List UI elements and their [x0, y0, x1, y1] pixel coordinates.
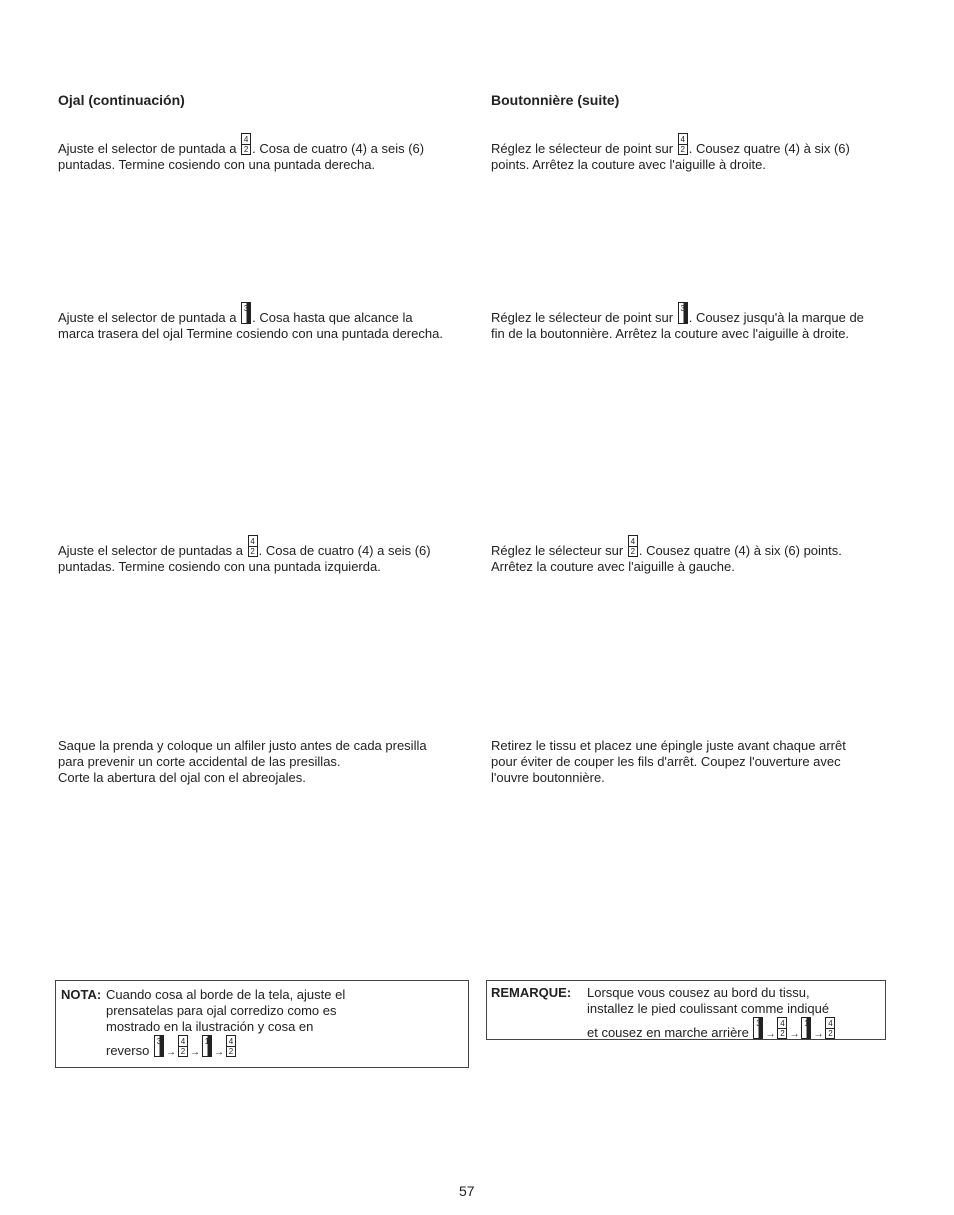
stitch-pattern-4-2-icon: $\frac{4}{2}$ — [628, 535, 638, 557]
left-paragraph-1: Ajuste el selector de puntada a $\frac{4}{2}$ . Cosa de cuatro (4) a seis (6) puntadas. Termine cosiendo con una puntada derecha. — [58, 135, 425, 172]
stitch-pattern-3-icon: 3 — [154, 1035, 164, 1057]
stitch-pattern-1-icon: 1 — [801, 1017, 811, 1039]
reverse-stitch-sequence: 3 → $\frac{4}{2}$ → 1 → $\frac{4}{2}$ — [752, 1017, 836, 1043]
note-label: NOTA: — [61, 987, 102, 1002]
stitch-pattern-4-2-icon: $\frac{4}{2}$ — [777, 1017, 787, 1039]
stitch-pattern-1-icon: 1 — [202, 1035, 212, 1057]
stitch-pattern-3-icon: 3 — [241, 302, 251, 324]
right-paragraph-1: Réglez le sélecteur de point sur $\frac{4}{2}$ . Cousez quatre (4) à six (6) points. Arrêtez la couture avec l'aiguille à droite. — [491, 135, 850, 172]
note-label: REMARQUE: — [491, 985, 572, 1000]
left-paragraph-2: Ajuste el selector de puntada a 3 . Cosa hasta que alcance la marca trasera del ojal Termine cosiendo con una puntada derecha. — [58, 304, 443, 341]
right-paragraph-4: Retirez le tissu et placez une épingle juste avant chaque arrêt pour éviter de couper les fils d'arrêt. Coupez l'ouverture avec l'ouvre boutonnière. — [491, 738, 846, 785]
page-number: 57 — [459, 1183, 475, 1199]
left-note-box: NOTA: Cuando cosa al borde de la tela, ajuste el prensatelas para ojal corredizo como es mostrado en la ilustración y cosa en reverso 3 → $\frac{4}{2}$ → 1 → $\frac{4}{2}$ — [55, 980, 469, 1068]
stitch-pattern-4-2-icon: $\frac{4}{2}$ — [248, 535, 258, 557]
stitch-pattern-4-2-icon: $\frac{4}{2}$ — [678, 133, 688, 155]
stitch-pattern-4-2-icon: $\frac{4}{2}$ — [241, 133, 251, 155]
left-paragraph-3: Ajuste el selector de puntadas a $\frac{4}{2}$ . Cosa de cuatro (4) a seis (6) puntadas. Termine cosiendo con una puntada izquierda. — [58, 537, 431, 574]
stitch-pattern-3-icon: 3 — [753, 1017, 763, 1039]
right-paragraph-2: Réglez le sélecteur de point sur 3 . Cousez jusqu'à la marque de fin de la boutonnière. Arrêtez la couture avec l'aiguille à droite. — [491, 304, 864, 341]
stitch-pattern-4-2-icon: $\frac{4}{2}$ — [825, 1017, 835, 1039]
reverse-stitch-sequence: 3 → $\frac{4}{2}$ → 1 → $\frac{4}{2}$ — [153, 1035, 237, 1061]
stitch-pattern-4-2-icon: $\frac{4}{2}$ — [178, 1035, 188, 1057]
left-section-title: Ojal (continuación) — [58, 92, 185, 108]
stitch-pattern-3-icon: 3 — [678, 302, 688, 324]
right-section-title: Boutonnière (suite) — [491, 92, 620, 108]
right-note-box: REMARQUE: Lorsque vous cousez au bord du tissu, installez le pied coulissant comme indiqué et cousez en marche arrière 3 → $\frac{4}{2}$ → 1 → $\frac{4}{2}$ — [486, 980, 886, 1040]
right-paragraph-3: Réglez le sélecteur sur $\frac{4}{2}$ . Cousez quatre (4) à six (6) points. Arrêtez la couture avec l'aiguille à gauche. — [491, 537, 842, 574]
left-paragraph-4: Saque la prenda y coloque un alfiler justo antes de cada presilla para prevenir un corte accidental de las presillas. Corte la abertura del ojal con el abreojales. — [58, 738, 427, 785]
stitch-pattern-4-2-icon: $\frac{4}{2}$ — [226, 1035, 236, 1057]
